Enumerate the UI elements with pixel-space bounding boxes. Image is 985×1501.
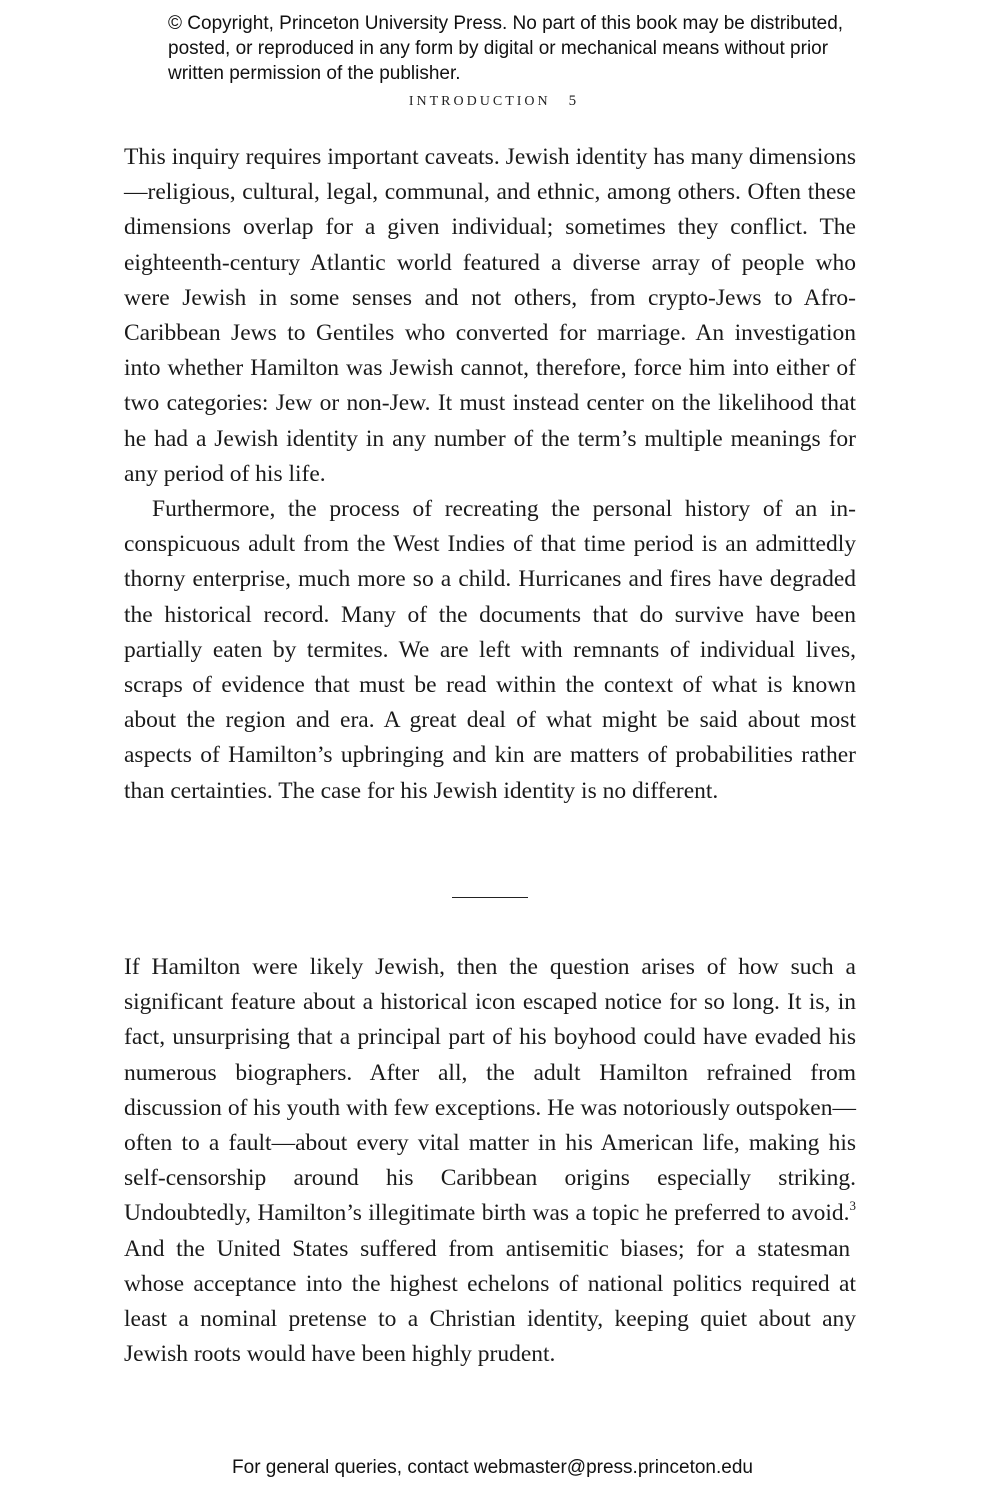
paragraph-3-text: If Hamilton were likely Jewish, then the question arises of how such a significant feature about a historical icon escaped notice for so long. It is, in fact, unsurprising that a principal part of his boyhood could have evaded his numerous biographers. After all, the adult Hamilton refrained from discussion of his youth with few exceptions. He was notoriously outspoken—often to a fault—about every vital matter in his American life, making his self-censorship around his Caribbean origins especially striking. Undoubtedly, Hamilton’s illegitimate birth was a topic he preferred to avoid. xyxy=(124,954,856,1227)
footer-contact: For general queries, contact webmaster@press.princeton.edu xyxy=(232,1457,753,1478)
running-head xyxy=(0,93,985,110)
paragraph-3-continued: And the United States suffered from antisemitic biases; for a statesman whose acceptance into the highest echelons of national politics required at least a nominal pretense to a Christian identity, keeping quiet about any Jewish roots would have been highly prudent. xyxy=(124,1235,856,1368)
footnote-reference[interactable]: 3 xyxy=(849,1197,856,1213)
copyright-notice: © Copyright, Princeton University Press. No part of this book may be distributed, posted, or reproduced in any form by digital or mechanical means without prior written permission of the publisher. xyxy=(168,13,844,84)
body-text-block-2 xyxy=(124,950,856,1372)
paragraph: Furthermore, the process of recreating the personal history of an inconspicuous adult from the West Indies of that time period is an admittedly thorny enterprise, much more so a child. Hurricanes and fires have degraded the historical record. Many of the documents that do survive have been partially eaten by termites. We are left with remnants of individual lives, scraps of evidence that must be read within the context of what is known about the region and era. A great deal of what might be said about most aspects of Hamilton’s upbringing and kin are matters of probabilities rather than certainties. The case for his Jewish identity is no different. xyxy=(124,496,856,804)
body-text-block-1 xyxy=(124,140,856,809)
paragraph: This inquiry requires important caveats. Jewish identity has many dimensions—religious, cultural, legal, communal, and ethnic, among others. Often these dimensions overlap for a given individual; sometimes they conflict. The eighteenth-century Atlantic world featured a diverse array of people who were Jewish in some senses and not others, from crypto-Jews to Afro-Caribbean Jews to Gentiles who converted for marriage. An investigation into whether Hamilton was Jewish cannot, therefore, force him into either of two categories: Jew or non-Jew. It must instead center on the likelihood that he had a Jewish identity in any number of the term’s multiple meanings for any period of his life. xyxy=(124,144,856,487)
paragraph-3 xyxy=(124,950,856,1372)
running-head-section: INTRODUCTION xyxy=(408,94,551,109)
section-divider xyxy=(452,897,528,898)
page-number: 5 xyxy=(568,93,577,109)
